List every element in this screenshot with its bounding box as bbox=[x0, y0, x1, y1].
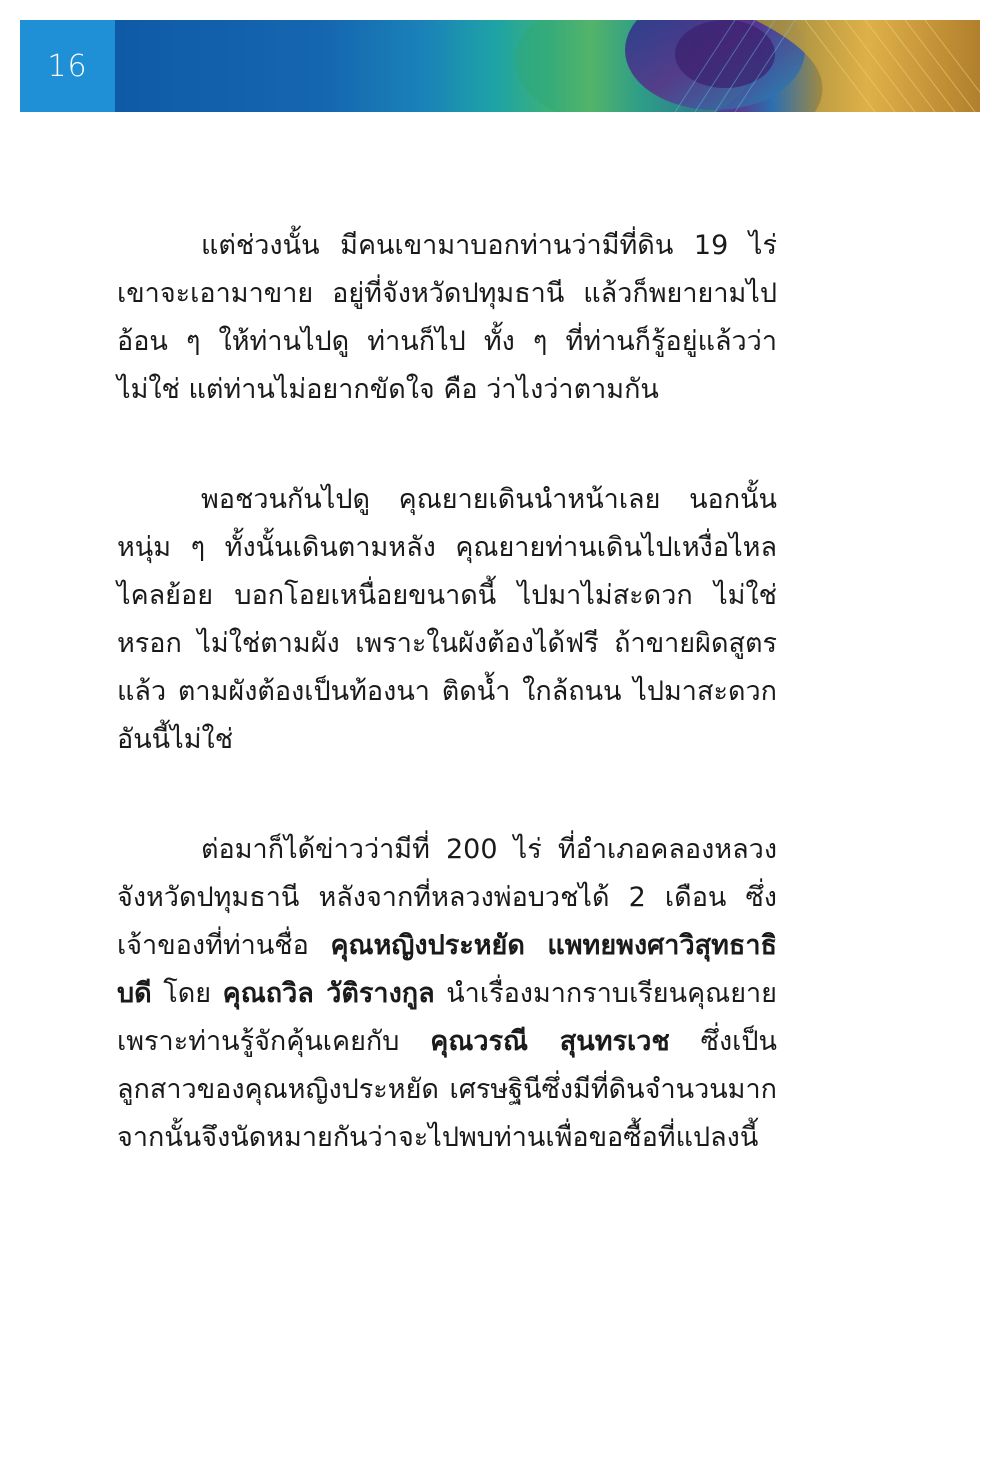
paragraph-3-text-d: ซึ่งเป็นลูกสาวของคุณหญิงประหยัด เศรษฐินีซึ่งมีที่ดินจำนวนมาก จากนั้นจึงนัดหมายกันว่าจะไปพบท่านเพื่อขอซื้อที่แปลงนี้ bbox=[117, 1026, 777, 1153]
paragraph-3 bbox=[117, 826, 777, 1162]
paragraph-1-text: แต่ช่วงนั้น มีคนเขามาบอกท่านว่ามีที่ดิน 19 ไร่ เขาจะเอามาขาย อยู่ที่จังหวัดปทุมธานี แล้วก็พยายามไปอ้อน ๆ ให้ท่านไปดู ท่านก็ไป ทั้ง ๆ ที่ท่านก็รู้อยู่แล้วว่า ไม่ใช่ แต่ท่านไม่อยากขัดใจ คือ ว่าไงว่าตามกัน bbox=[117, 230, 777, 405]
paragraph-1 bbox=[117, 222, 777, 414]
paragraph-3-text-a: ต่อมาก็ได้ข่าวว่ามีที่ 200 ไร่ ที่อำเภอคลองหลวง จังหวัดปทุมธานี หลังจากที่หลวงพ่อบวชได้ 2 เดือน ซึ่งเจ้าของที่ท่านชื่อ bbox=[117, 834, 777, 961]
paragraph-2-text: พอชวนกันไปดู คุณยายเดินนำหน้าเลย นอกนั้นหนุ่ม ๆ ทั้งนั้นเดินตามหลัง คุณยายท่านเดินไปเหงื่อไหลไคลย้อย บอกโอยเหนื่อยขนาดนี้ ไปมาไม่สะดวก ไม่ใช่หรอก ไม่ใช่ตามผัง เพราะในผังต้องได้ฟรี ถ้าขายผิดสูตรแล้ว ตามผังต้องเป็นท้องนา ติดน้ำ ใกล้ถนน ไปมาสะดวก อันนี้ไม่ใช่ bbox=[117, 484, 777, 755]
peacock-feather-banner-image bbox=[115, 20, 980, 112]
article-body bbox=[117, 222, 777, 1224]
person-name-khunying-prayad: คุณหญิงประหยัด แพทยพงศาวิสุทธาธิบดี bbox=[117, 930, 778, 1009]
page-number: 16 bbox=[47, 48, 88, 84]
paragraph-2 bbox=[117, 476, 777, 764]
paragraph-3-text-b: โดย bbox=[151, 978, 223, 1009]
page-header bbox=[20, 20, 980, 112]
peacock-feather-illustration bbox=[115, 20, 980, 112]
page-number-box bbox=[20, 20, 115, 112]
paragraph-3-text-c: นำเรื่องมากราบเรียนคุณยาย เพราะท่านรู้จักคุ้นเคยกับ bbox=[117, 978, 777, 1057]
person-name-khun-woranee: คุณวรณี สุนทรเวช bbox=[430, 1026, 670, 1057]
person-name-khun-thawin: คุณถวิล วัติรางกูล bbox=[222, 978, 435, 1009]
